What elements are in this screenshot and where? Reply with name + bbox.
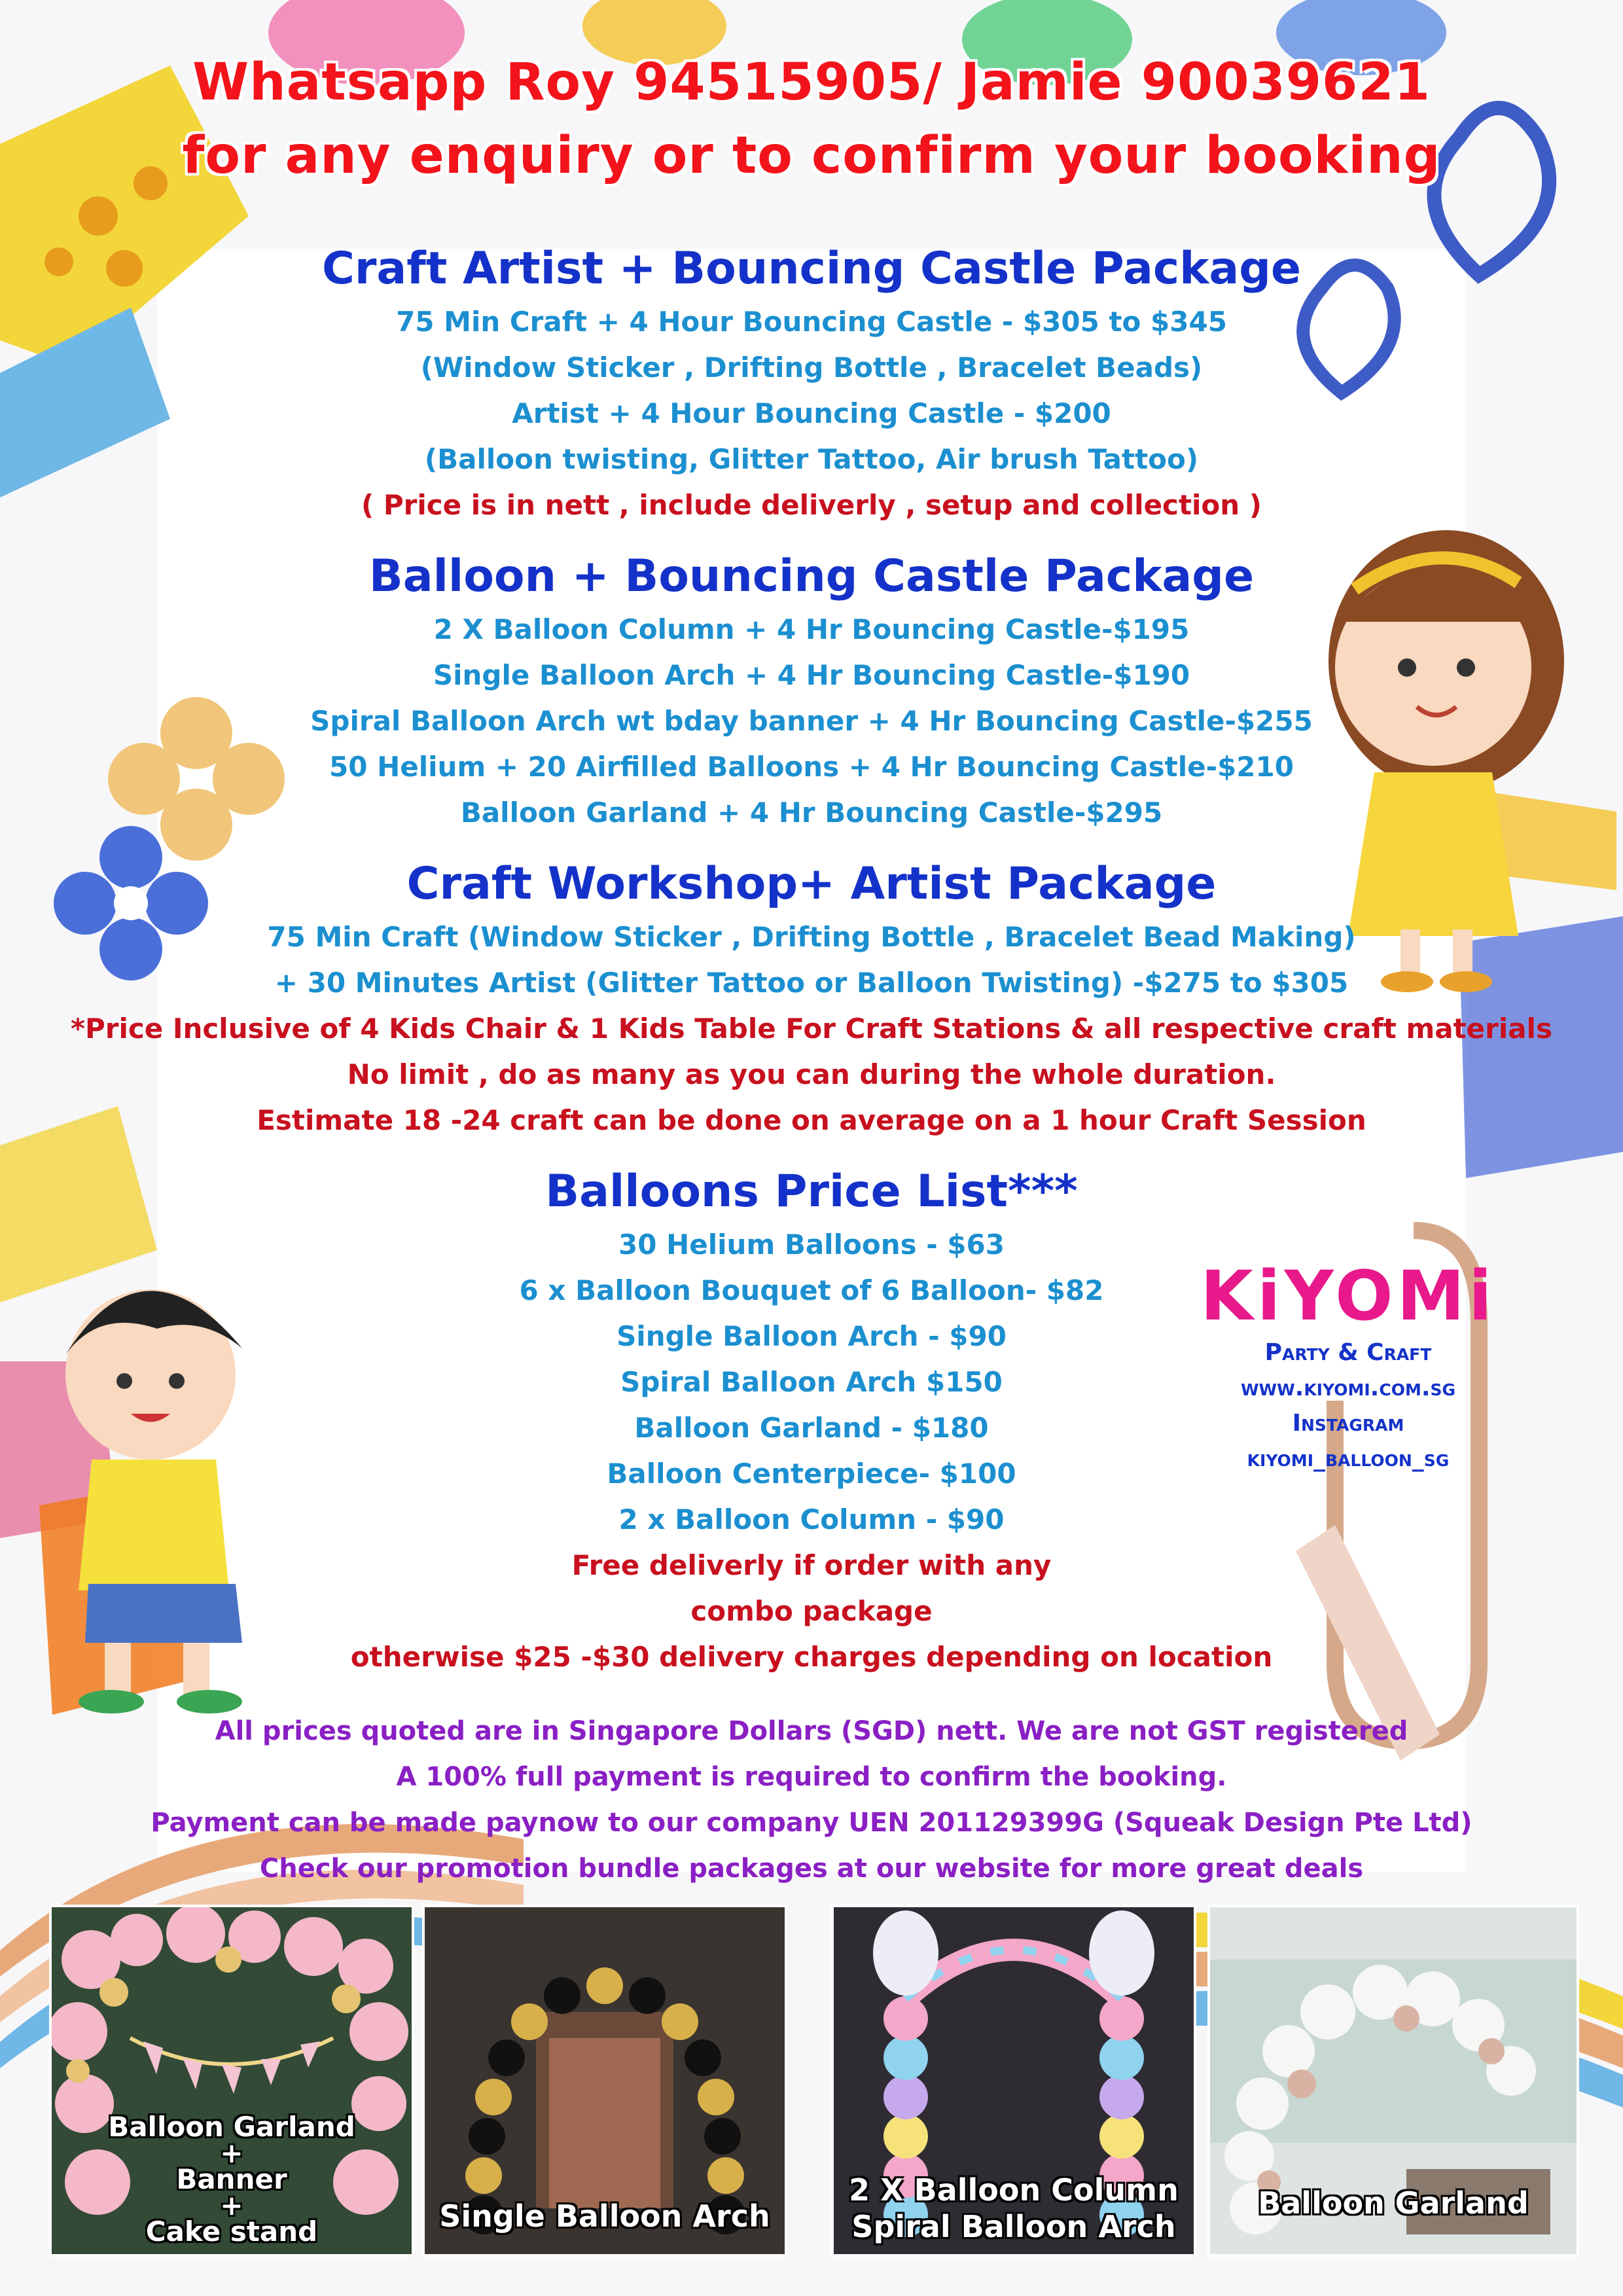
price-line: Balloon Garland - $180 [634, 1412, 989, 1444]
package-line: Spiral Balloon Arch wt bday banner + 4 Hr Bouncing Castle-$255 [310, 705, 1313, 737]
booking-line: for any enquiry or to confirm your booking [182, 126, 1441, 185]
balloon-castle-package [0, 547, 1623, 836]
logo-website: www.kiyomi.com.sg [1240, 1374, 1456, 1401]
caption-line: Cake stand [145, 2215, 318, 2248]
price-line: 2 x Balloon Column - $90 [618, 1503, 1005, 1535]
terms-line: A 100% full payment is required to confirm the booking. [396, 1762, 1227, 1792]
delivery-note: Free deliverly if order with any [571, 1549, 1052, 1581]
package-line: (Window Sticker , Drifting Bottle , Bracelet Beads) [420, 351, 1203, 384]
delivery-note: combo package [690, 1595, 933, 1627]
caption-line: Balloon Garland [108, 2111, 355, 2143]
caption-line: Single Balloon Arch [439, 2198, 770, 2234]
terms-line: Payment can be made paynow to our company UEN 201129399G (Squeak Design Pte Ltd) [151, 1808, 1472, 1838]
price-line: Single Balloon Arch - $90 [616, 1320, 1007, 1352]
craft-artist-package [0, 239, 1623, 528]
contact-line: Whatsapp Roy 94515905/ Jamie 90039621 [192, 53, 1431, 112]
section-title: Balloons Price List*** [545, 1166, 1078, 1217]
price-note: Estimate 18 -24 craft can be done on average on a 1 hour Craft Session [257, 1104, 1366, 1136]
price-note: ( Price is in nett , include deliverly , setup and collection ) [361, 489, 1262, 521]
terms-line: All prices quoted are in Singapore Dollars (SGD) nett. We are not GST registered [215, 1716, 1408, 1746]
price-line: Spiral Balloon Arch $150 [620, 1366, 1003, 1398]
package-line: Single Balloon Arch + 4 Hr Bouncing Castle-$190 [433, 659, 1190, 691]
delivery-note: otherwise $25 -$30 delivery charges depending on location [350, 1641, 1273, 1673]
logo-tagline: Party & Craft [1264, 1339, 1432, 1366]
package-line: 50 Helium + 20 Airfilled Balloons + 4 Hr Bouncing Castle-$210 [329, 751, 1294, 783]
photo-caption [1210, 2185, 1577, 2221]
logo-instagram-handle: kiyomi_balloon_sg [1247, 1445, 1450, 1472]
photo-balloon-column-spiral-arch [831, 1905, 1196, 2257]
photo-caption [425, 2198, 785, 2234]
caption-line: 2 X Balloon Column [849, 2172, 1179, 2208]
photo-balloon-garland [1207, 1905, 1579, 2257]
photo-single-balloon-arch [422, 1905, 787, 2257]
caption-line: Balloon Garland [1258, 2185, 1529, 2221]
kiyomi-logo [1191, 1257, 1505, 1477]
package-line: 75 Min Craft (Window Sticker , Drifting Bottle , Bracelet Bead Making) [267, 921, 1356, 953]
caption-line: + [220, 2137, 243, 2169]
craft-workshop-package [0, 854, 1623, 1143]
price-note: *Price Inclusive of 4 Kids Chair & 1 Kids Table For Craft Stations & all respective craft materials [71, 1013, 1552, 1045]
price-line: Balloon Centerpiece- $100 [607, 1458, 1016, 1490]
section-title: Balloon + Bouncing Castle Package [368, 550, 1255, 602]
photo-balloon-garland-banner [49, 1905, 414, 2257]
package-line: Balloon Garland + 4 Hr Bouncing Castle-$295 [460, 797, 1163, 829]
price-line: 30 Helium Balloons - $63 [618, 1229, 1005, 1261]
package-line: 75 Min Craft + 4 Hour Bouncing Castle - $305 to $345 [396, 306, 1227, 338]
caption-line: Banner [176, 2163, 287, 2195]
package-line: 2 X Balloon Column + 4 Hr Bouncing Castle-$195 [433, 613, 1190, 645]
section-title: Craft Workshop+ Artist Package [406, 858, 1217, 910]
caption-line: + [220, 2189, 243, 2221]
price-line: 6 x Balloon Bouquet of 6 Balloon- $82 [519, 1274, 1104, 1306]
package-line: + 30 Minutes Artist (Glitter Tattoo or Balloon Twisting) -$275 to $305 [274, 967, 1349, 999]
package-line: (Balloon twisting, Glitter Tattoo, Air brush Tattoo) [424, 443, 1199, 475]
section-title: Craft Artist + Bouncing Castle Package [321, 243, 1302, 295]
price-note: No limit , do as many as you can during the whole duration. [347, 1058, 1276, 1090]
terms-line: Check our promotion bundle packages at our website for more great deals [259, 1854, 1364, 1884]
photo-caption [52, 2111, 412, 2248]
package-line: Artist + 4 Hour Bouncing Castle - $200 [512, 397, 1111, 429]
logo-instagram-label: Instagram [1292, 1410, 1404, 1437]
brand-name: KiYOMi [1200, 1256, 1496, 1336]
caption-line: Spiral Balloon Arch [851, 2209, 1176, 2244]
contact-header [0, 46, 1623, 192]
photo-caption [834, 2172, 1194, 2245]
terms-footer [0, 1708, 1623, 1892]
